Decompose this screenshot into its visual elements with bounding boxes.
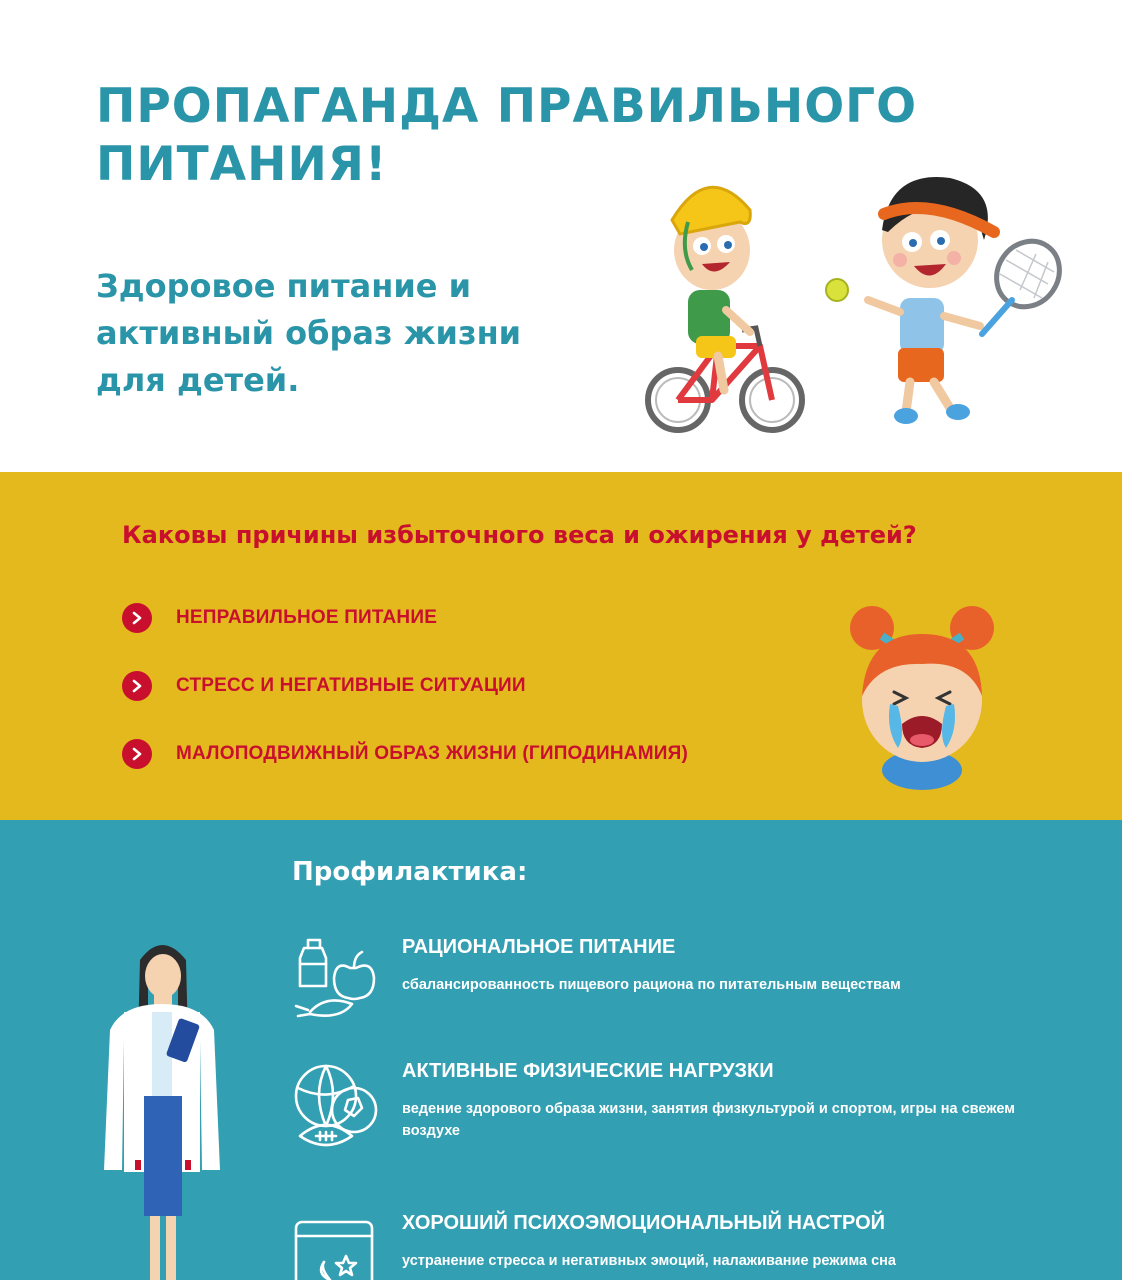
- prevention-item: [290, 1210, 1090, 1280]
- boy-on-bike-figure: [648, 187, 802, 430]
- calendar-moon-icon: [290, 1210, 382, 1280]
- prevention-item-desc: устранение стресса и негативных эмоций, налаживание режима сна: [402, 1253, 896, 1269]
- cause-item: [122, 670, 526, 702]
- prevention-item: [290, 934, 1090, 1034]
- page-subtitle: Здоровое питание и активный образ жизни для детей.: [96, 267, 522, 399]
- page-title: ПРОПАГАНДА ПРАВИЛЬНОГО ПИТАНИЯ!: [96, 79, 918, 192]
- prevention-item: [290, 1058, 1090, 1168]
- prevention-heading: Профилактика:: [292, 857, 528, 887]
- chevron-right-icon: [122, 739, 152, 769]
- prevention-item-title: АКТИВНЫЕ ФИЗИЧЕСКИЕ НАГРУЗКИ: [402, 1060, 774, 1082]
- cause-item: [122, 602, 437, 634]
- causes-heading: Каковы причины избыточного веса и ожирения у детей?: [122, 521, 917, 549]
- cause-item: [122, 738, 688, 770]
- prevention-item-desc: сбалансированность пищевого рациона по питательным веществам: [402, 977, 901, 993]
- kids-sports-illustration: [600, 150, 1080, 450]
- cause-label: СТРЕСС И НЕГАТИВНЫЕ СИТУАЦИИ: [176, 675, 526, 696]
- prevention-item-desc: ведение здорового образа жизни, занятия физкультурой и спортом, игры на свежем воздухе: [402, 1101, 1015, 1139]
- crying-girl-illustration: [842, 600, 1002, 790]
- doctor-illustration: [92, 930, 232, 1280]
- tennis-ball-icon: [826, 279, 848, 301]
- food-icon: [290, 934, 382, 1026]
- sports-balls-icon: [290, 1058, 382, 1150]
- boy-with-racket-figure: [868, 177, 1072, 424]
- prevention-item-title: ХОРОШИЙ ПСИХОЭМОЦИОНАЛЬНЫЙ НАСТРОЙ: [402, 1212, 886, 1234]
- prevention-section: [0, 820, 1122, 1280]
- chevron-right-icon: [122, 603, 152, 633]
- cause-label: МАЛОПОДВИЖНЫЙ ОБРАЗ ЖИЗНИ (ГИПОДИНАМИЯ): [176, 743, 688, 764]
- header-section: [0, 0, 1122, 472]
- cause-label: НЕПРАВИЛЬНОЕ ПИТАНИЕ: [176, 607, 438, 628]
- chevron-right-icon: [122, 671, 152, 701]
- causes-section: [0, 472, 1122, 820]
- prevention-item-title: РАЦИОНАЛЬНОЕ ПИТАНИЕ: [402, 936, 676, 958]
